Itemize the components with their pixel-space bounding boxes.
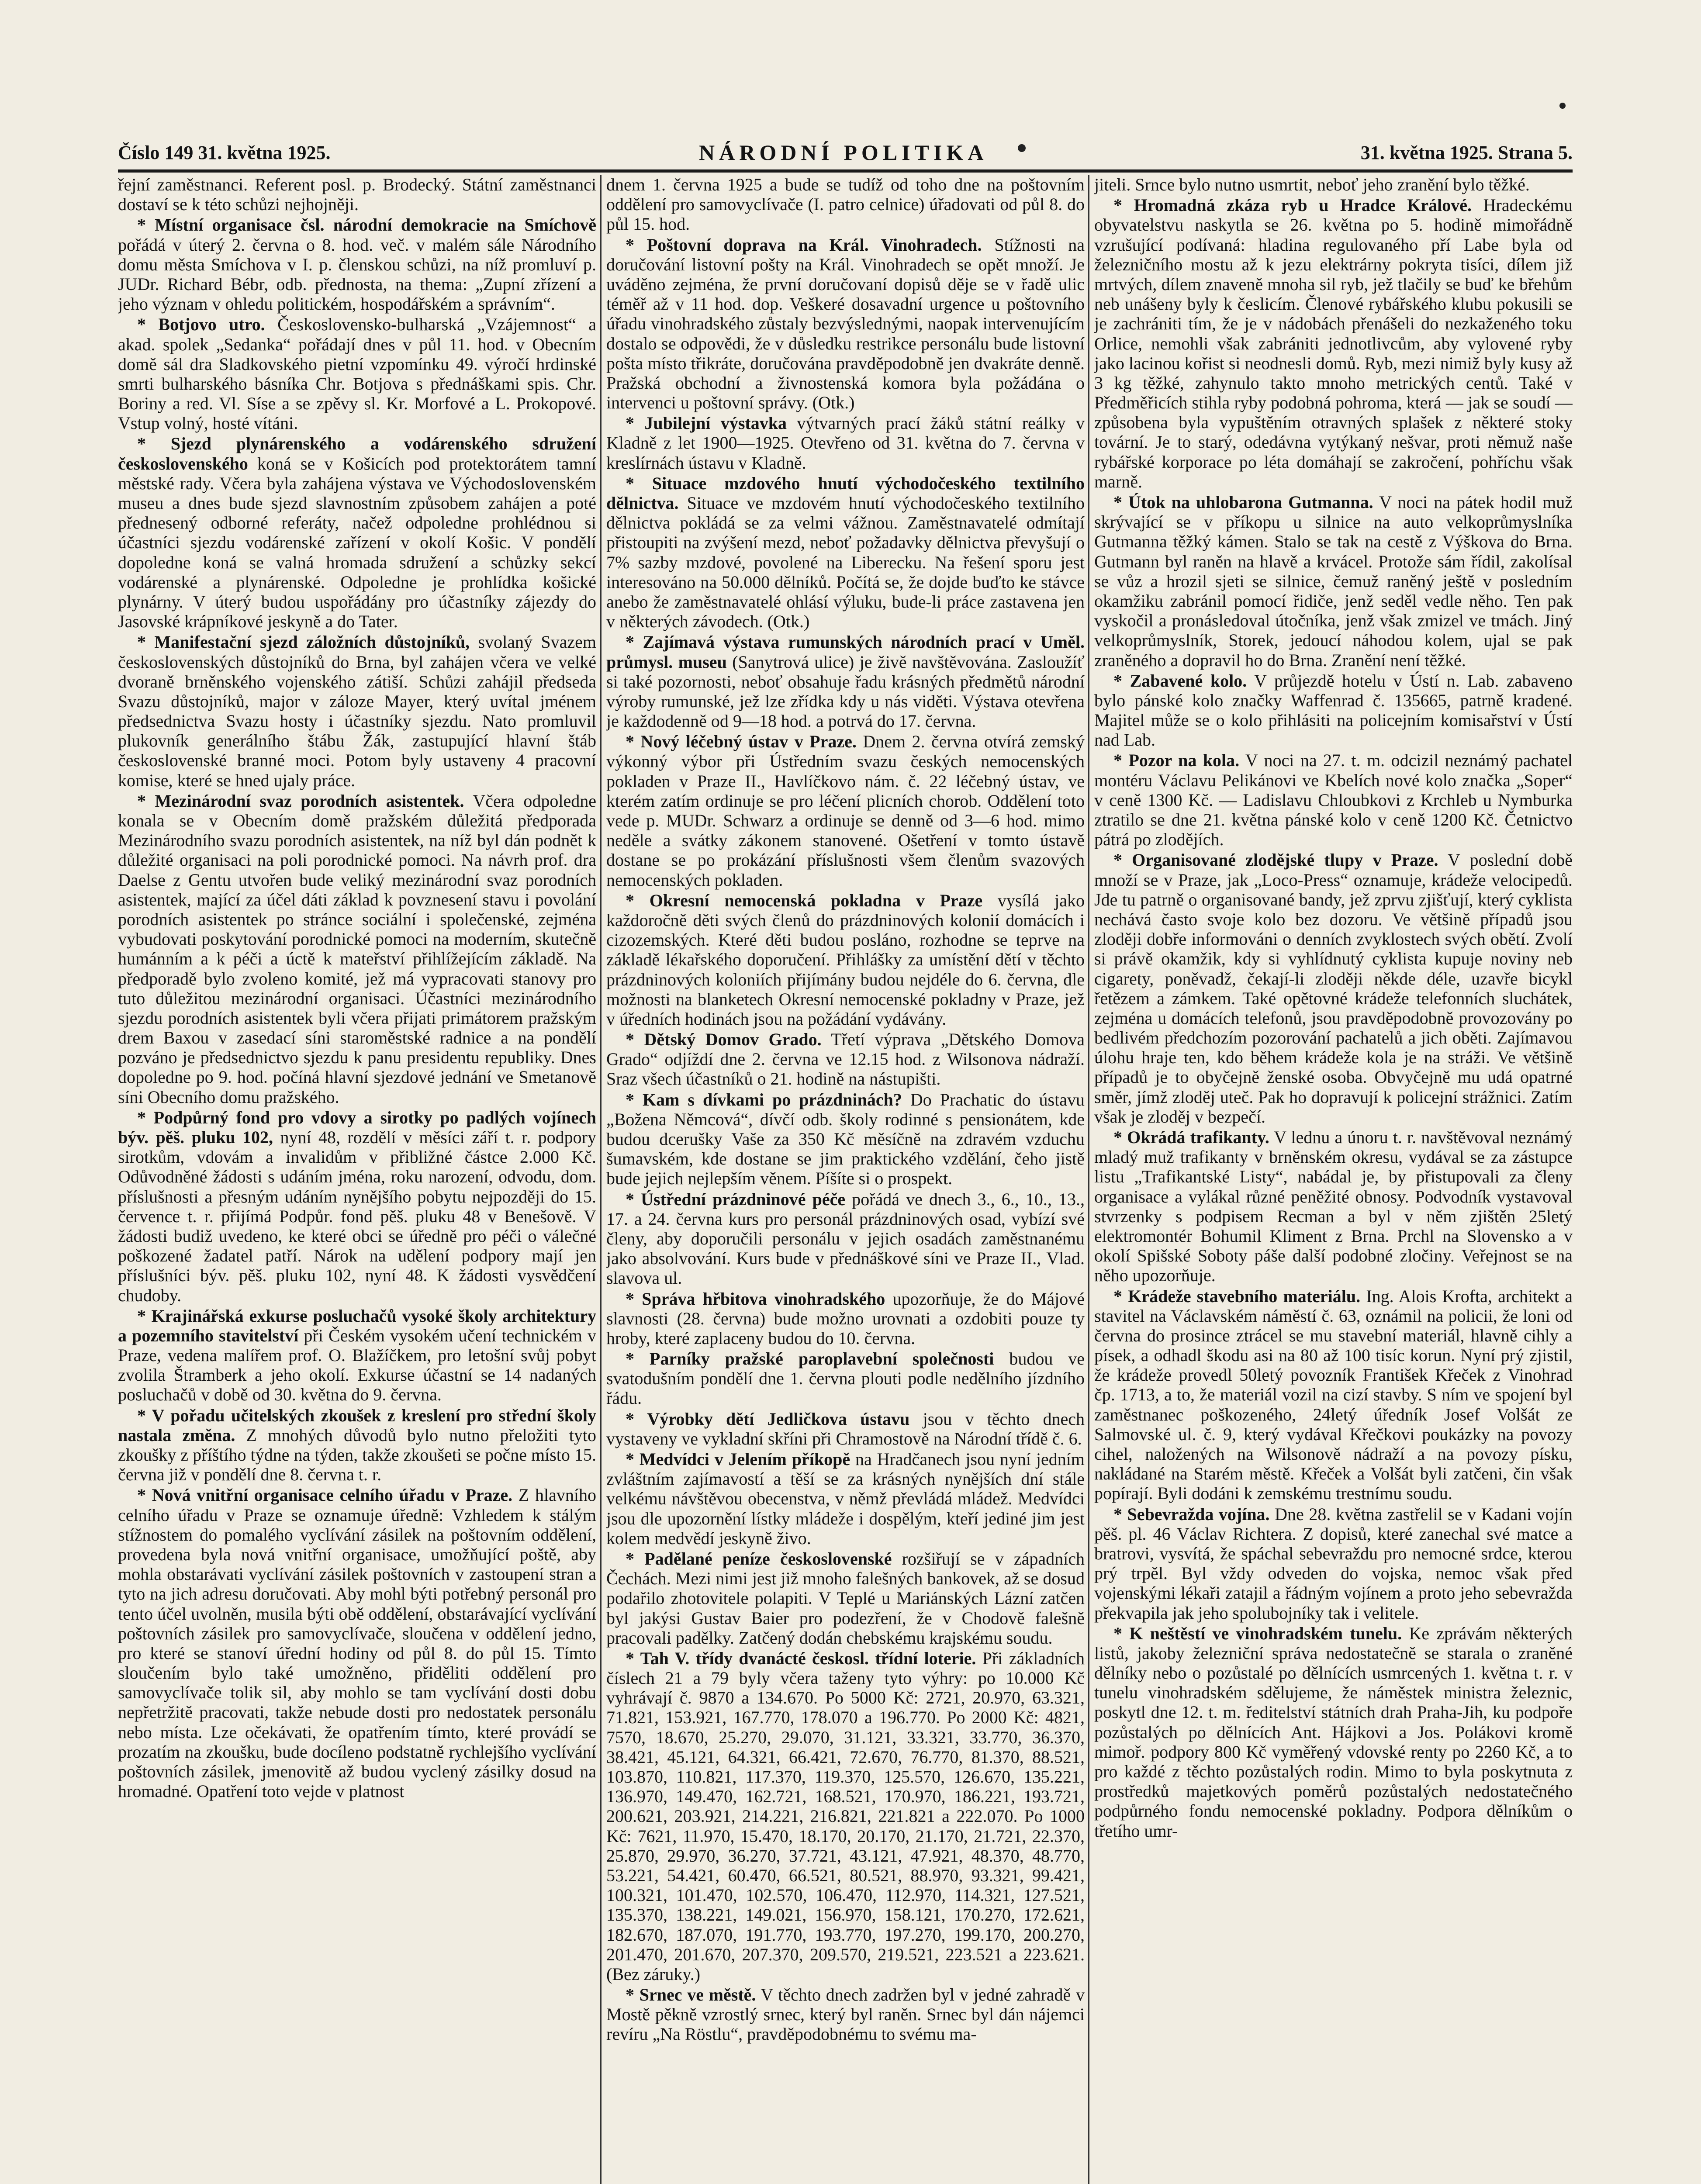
- ink-dot-icon: [1018, 144, 1026, 152]
- column-divider: [600, 175, 602, 2184]
- article-headline: * V pořadu učitelských zkoušek z kreslení pro střední školy nastala změna.: [118, 1405, 596, 1445]
- article-headline: * Sjezd plynárenského a vodárenského sdružení československého: [118, 434, 596, 473]
- article-headline: * Pozor na kola.: [1113, 750, 1240, 771]
- article-headline: * Organisované zlodějské tlupy v Praze.: [1113, 850, 1438, 870]
- article: [606, 235, 1085, 413]
- article-body: V lednu a únoru t. r. navštěvoval neznámý mladý muž trafikanty v brněnském okresu, vydával se za zástupce listu „Trafikantské Listy“, nabádal je, by přistupovali za členy organisace a vylákal různé peněžité obnosy. Podvodník vystavoval stvrzenky s podpisem Recman a byl v něm zjištěn 25letý elektromontér Bohumil Kliment z Brna. Prchl na Slovensko a v okolí Spišské Soboty páše další podobné zločiny. Veřejnost se na něho upozorňuje.: [1094, 1127, 1573, 1286]
- article-body: na Hradčanech jsou nyní jedním zvláštním zajímavostí a těší se za krásných nynějších dní stále velkému návštěvou obecenstva, v němž převládá mládež. Medvídci jsou dle upozornění lístky mládeže i dospělým, kteří jediné jim jest kolem medvědí jeskyně živo.: [606, 1449, 1085, 1548]
- article: [1094, 1504, 1573, 1623]
- article-body: svolaný Svazem československých důstojníků do Brna, byl zahájen včera ve velké dvoraně brněnského vojenského zátiší. Schůzi zahájil předseda Svazu důstojníků, major v záloze Mayer, který uvítal jménem předsednictva Svazu hosty i účastníky sjezdu. Nato promluvil plukovník generálního štábu Žák, zastupující hlavní štáb československé branné moci. Potom byly ustaveny 4 pracovní komise, které se hned ujaly práce.: [118, 632, 596, 790]
- article-headline: * Okrádá trafikanty.: [1113, 1127, 1269, 1147]
- article-body: V noci na 27. t. m. odcizil neznámý pachatel montéru Václavu Pelikánovi ve Kbelích nové kolo značka „Soper“ v ceně 1300 Kč. — Ladislavu Chloubkovi z Krchleb u Nymburka ztratilo se dne 21. května pánské kolo v ceně 1200 Kč. Četnictvo pátrá po zlodějích.: [1094, 750, 1573, 850]
- article: [1094, 1286, 1573, 1503]
- issue-number-date: Číslo 149 31. května 1925.: [118, 142, 331, 163]
- article-body: V noci na pátek hodil muž skrývající se v příkopu u silnice na auto velkoprůmyslníka Gutmanna těžký kámen. Stalo se tak na cestě z Výškova do Brna. Gutmann byl raněn na hlavě a krvácel. Protože sám řídil, zakolísal se vůz a hrozil sjeti se silnice, čemuž raněný ještě v posledním okamžiku zabránil pomocí řidiče, jenž seděl vedle něho. Ten pak vyskočil a pronásledoval útočníka, jenž však zmizel ve tmách. Jiný velkoprůmyslník, Storek, jedoucí náhodou kolem, ujal se pak zraněného a dopravil ho do Brna. Zranění není těžké.: [1094, 492, 1573, 670]
- article: [1094, 1624, 1573, 1841]
- article-body: upozorňuje, že do Májové slavnosti (28. června) bude možno urovnati a ozdobiti pouze ty hroby, které zaplaceny budou do 10. června.: [606, 1289, 1085, 1348]
- article-headline: * Místní organisace čsl. národní demokracie na Smíchově: [137, 215, 596, 235]
- article: [606, 1648, 1085, 1984]
- article: [1094, 1127, 1573, 1286]
- article-headline: * Padělané peníze československé: [626, 1548, 892, 1569]
- article: [1094, 671, 1573, 750]
- text-column-3: [1094, 175, 1573, 2184]
- article: [606, 413, 1085, 473]
- article-body: Ke zprávám některých listů, jakoby železniční správa nedostatečně se starala o zraněné dělníky nebo o pozůstalé po dělnících usmrcených 1. května t. r. v tunelu vinohradském sdělujeme, že náměstek ministra železnic, poskytl dne 12. t. m. ředitelství státních drah Praha-Jih, ku podpoře pozůstalých po dělnících Ant. Hájkovi a Jos. Polákovi kromě mimoř. podpory 800 Kč vyměřený vdovské renty po 2260 Kč, a to pro každé z těchto pozůstalých rodin. Mimo to byla poskytnuta z prostředků majetkových poměrů pozůstalých nedostatečného podpůrného fondu nemocenské pokladny. Podpora dělníkům o třetího umr-: [1094, 1623, 1573, 1841]
- article: [1094, 750, 1573, 849]
- article-body: Při základních číslech 21 a 79 byly včera taženy tyto výhry: po 10.000 Kč vyhrávají č. 9870 a 134.670. Po 5000 Kč: 2721, 20.970, 63.321, 71.821, 153.921, 167.770, 178.070 a 196.770. Po 2000 Kč: 4821, 7570, 18.670, 25.270, 29.070, 31.121, 33.321, 33.770, 36.370, 38.421, 45.121, 64.321, 66.421, 72.670, 76.770, 81.370, 88.521, 103.870, 110.821, 117.370, 119.370, 125.570, 126.670, 135.221, 136.970, 149.470, 162.721, 168.521, 170.970, 186.221, 193.721, 200.621, 203.921, 214.221, 216.821, 221.821 a 222.070. Po 1000 Kč: 7621, 11.970, 15.470, 18.170, 20.170, 21.170, 21.721, 22.370, 25.870, 29.970, 36.270, 37.721, 43.121, 47.921, 48.370, 48.770, 53.221, 54.421, 60.470, 66.521, 80.521, 88.970, 93.321, 99.421, 100.321, 101.470, 102.570, 106.470, 112.970, 114.321, 127.521, 135.370, 138.221, 149.021, 156.970, 158.121, 170.270, 172.621, 182.670, 187.070, 191.770, 193.770, 197.270, 199.170, 200.270, 201.470, 201.670, 207.370, 209.570, 219.521, 223.521 a 223.621. (Bez záruky.): [606, 1648, 1085, 1984]
- article-body: jiteli. Srnce bylo nutno usmrtit, neboť jeho zranění bylo těžké.: [1094, 175, 1530, 194]
- newspaper-title: NÁRODNÍ POLITIKA: [699, 140, 988, 165]
- text-column-2: [606, 175, 1085, 2184]
- article-body: rozšiřují se v západních Čechách. Mezi nimi jest již mnoho falešných bankovek, až se dosud podařilo zhotovitele polapiti. V Teplé u Mariánských Lázní zatčen byl jakýsi Gustav Baier pro podezření, že v Chodově falešně pracovali padělky. Zatčený dodán chebskému krajskému soudu.: [606, 1548, 1085, 1648]
- article-headline: * Sebevražda vojína.: [1113, 1504, 1270, 1524]
- article: [1094, 195, 1573, 491]
- article-headline: * Kam s dívkami po prázdninách?: [626, 1089, 902, 1109]
- article-headline: * Podpůrný fond pro vdovy a sirotky po padlých vojínech býv. pěš. pluku 102,: [118, 1107, 596, 1147]
- article-body: V poslední době množí se v Praze, jak „Loco-Press“ oznamuje, krádeže velocipedů. Jde tu patrně o organisované bandy, jež zprvu zjišťují, který cyklista nechává často svoje kolo bez dozoru. Ve většině případů jsou zloději dobře informováni o denních zvyklostech svých obětí. Zvolí si právě okamžik, kdy si vyhlídnutý cyklista kupuje noviny neb cigarety, poněvadž, čekají-li zloději někde déle, uzavře bicykl řetězem a zámkem. Také opětovné krádeže telefonních sluchátek, zejména u domácích telefonů, jsou pravděpodobně provozovány po bedlivém předchozím pozorování pachatelů a jich oběti. Zajímavou úlohu hraje ten, kdo během krádeže kola je na stráži. Ve většině případů je to obyčejně ženské osoba. Obvyčejně mu udá opatrné směr, jímž zloděj uteč. Pak ho dopravují k policejní strážnici. Zatím však je zloděj v bezpečí.: [1094, 850, 1573, 1127]
- article: [118, 175, 596, 214]
- article: [606, 632, 1085, 731]
- article-headline: * Jubilejní výstavka: [626, 413, 787, 433]
- article-body: Do Prachatic do ústavu „Božena Němcová“, dívčí odb. školy rodinné s pensionátem, kde budou dcerušky Vaše za 350 Kč měsíčně na zdravém vzduchu šumavském, kde dostane se jim praktického vzdělání, čeho jistě bude jejich nejlepším věnem. Píšíte si o prospekt.: [606, 1089, 1085, 1189]
- article-headline: * Správa hřbitova vinohradského: [626, 1289, 885, 1309]
- article-body: nyní 48, rozdělí v měsíci září t. r. podpory sirotkům, vdovám a invalidům v přibližné částce 2.000 Kč. Odůvodněné žádosti s udáním jména, roku narození, odvodu, dom. příslušnosti a přesným udáním nynějšího pobytu nejpozději do 15. července t. r. přijímá Podpůr. fond pěš. pluku 48 v Benešově. V žádosti budiž uvedeno, ke které obci se úředně pro péči o válečné poškozené žadatel patří. Nárok na udělení podpory mají jen příslušníci býv. pěš. pluku 102, nyní 48. K žádosti vysvědčení chudoby.: [118, 1127, 596, 1305]
- article: [1094, 175, 1573, 194]
- article-headline: * Nový léčebný ústav v Praze.: [626, 732, 857, 752]
- article-headline: * Útok na uhlobarona Gutmanna.: [1113, 492, 1373, 512]
- article-headline: * Výrobky dětí Jedličkova ústavu: [626, 1409, 910, 1429]
- article: [606, 1090, 1085, 1189]
- article-body: jsou v těchto dnech vystaveny ve vykladní skříni při Chramostově na Národní třídě č. 6.: [606, 1409, 1085, 1448]
- article-headline: * Medvídci v Jelením příkopě: [626, 1449, 850, 1469]
- article: [606, 732, 1085, 890]
- article: [606, 1449, 1085, 1548]
- article-headline: * Nová vnitřní organisace celního úřadu v Praze.: [137, 1485, 513, 1505]
- article: [606, 473, 1085, 632]
- article-headline: * Krádeže stavebního materiálu.: [1113, 1286, 1361, 1306]
- column-divider: [1088, 175, 1089, 2184]
- article-headline: * Botjovo utro.: [137, 314, 265, 335]
- article-body: Stížnosti na doručování listovní pošty na Král. Vinohradech se opět množí. Je uváděno zejména, že první doručovaní dopisů děje se v řadě ulic téměř až v 11 hod. dop. Veškeré dosavadní urgence u poštovního úřadu vinohradského zůstaly bezvýslednými, naopak intervenujícím dostalo se odpovědi, že v důsledku restrikce personálu bude listovní pošta místo třikráte, doručována pravděpodobně jen dvakráte denně. Pražská obchodní a živnostenská komora byla požádána o intervenci u poštovní správy. (Otk.): [606, 235, 1085, 413]
- article: [118, 632, 596, 790]
- article: [606, 175, 1085, 234]
- date-page-number: 31. května 1925. Strana 5.: [1360, 142, 1573, 163]
- article-body: budou ve svatodušním pondělí dne 1. června plouti podle nedělního jízdního řádu.: [606, 1349, 1085, 1408]
- article-headline: * Tah V. třídy dvanácté českosl. třídní loterie.: [626, 1648, 976, 1668]
- article: [118, 215, 596, 314]
- article-body: (Sanytrová ulice) je živě navštěvována. Zasloužíť si také pozornosti, neboť obsahuje řadu krásných předmětů národní výroby rumunské, jež lze zřídka kdy u nás viděti. Výstava otevřena je každodenně od 9—18 hod. a potrvá do 17. června.: [606, 652, 1085, 731]
- article-body: Třetí výprava „Dětského Domova Grado“ odjíždí dne 2. června ve 12.15 hod. z Wilsonova nádraží. Sraz všech účastníků o 21. hodině na nástupišti.: [606, 1030, 1085, 1089]
- article-body: dnem 1. června 1925 a bude se tudíž od toho dne na poštovním oddělení pro samovyclívače (I. patro celnice) úřadovati od půl 8. do půl 15. hod.: [606, 175, 1085, 234]
- article: [606, 1289, 1085, 1348]
- article: [606, 891, 1085, 1029]
- article-headline: * Parníky pražské paroplavební společnosti: [626, 1349, 994, 1369]
- article: [118, 434, 596, 631]
- article: [118, 1406, 596, 1485]
- article-body: V těchto dnech zadržen byl v jedné zahradě v Mostě pěkně vzrostlý srnec, který byl raněn. Srnec byl dán nájemci revíru „Na Röstlu“, pravděpodobnému to svému ma-: [606, 1985, 1085, 2044]
- article-body: Situace ve mzdovém hnutí východočeského textilního dělnictva pokládá se za velmi vážnou. Zaměstnavatelé odmítají přistoupiti na zvýšení mezd, neboť požadavky dělnictva převyšují o 7% sazby mzdové, povolené na Liberecku. Na řešení sporu jest interesováno na 50.000 dělníků. Počítá se, že dojde buďto ke stávce anebo že zaměstnavatelé ohlásí výluku, bude-li práce zastavena jen v některých závodech. (Otk.): [606, 493, 1085, 632]
- article-headline: * K neštěstí ve vinohradském tunelu.: [1113, 1623, 1402, 1643]
- article-headline: * Zajímavá výstava rumunských národních prací v Uměl. průmysl. museu: [606, 632, 1085, 672]
- article-body: Z hlavního celního úřadu v Praze se oznamuje úředně: Vzhledem k stálým stížnostem do pomalého vyclívání zásilek na poštovním oddělení, provedena byla nová vnitřní organisace, umožňující poště, aby mohla obstarávati vyclívání zásilek poštovních v zastoupení stran a tyto na jich adresu doručovati. Aby mohl býti potřebný personál pro tento účel uvolněn, musila býti obě oddělení, obstarávající vyclívání poštovních zásilek pro samovyclívače, sloučena v oddělení jedno, pro které se stanoví úřední hodiny od půl 8. do půl 15. Tímto sloučením bylo také umožněno, přiděliti oddělení pro samovyclívače tolik sil, aby mohlo se tam vyclívání dosti dobu nepřetržitě pracovati, takže nebude dosti pro nedostatek personálu nebo místa. Lze očekávati, že opatřením tímto, které provádí se prozatím na zkoušku, bude docíleno podstatně rychlejšího vyclívání poštovních zásilek, jmenovitě až budou vyclený zásilky dosud na hromadné. Opatření toto vejde v platnost: [118, 1485, 596, 1801]
- article: [118, 314, 596, 433]
- page-header: [118, 139, 1573, 173]
- article: [606, 1409, 1085, 1448]
- article: [1094, 492, 1573, 670]
- article-body: při Českém vysokém učení technickém v Praze, vedena malířem prof. O. Blažíčkem, pro letošní svůj pobyt zvolila Štramberk a jeho okolí. Exkurse účastní se 14 nadaných posluchačů v době od 30. května do 9. června.: [118, 1325, 596, 1405]
- article: [606, 1189, 1085, 1288]
- article: [606, 1985, 1085, 2044]
- text-column-1: [118, 175, 596, 2184]
- article: [118, 1108, 596, 1305]
- article: [118, 1485, 596, 1801]
- article-headline: * Krajinářská exkurse posluchačů vysoké školy architektury a pozemního stavitelství: [118, 1306, 596, 1345]
- article-headline: * Manifestační sjezd záložních důstojníků,: [137, 632, 470, 652]
- article-body: výtvarných prací žáků státní reálky v Kladně z let 1900—1925. Otevřeno od 31. května do 7. června v kreslírnách ústavu v Kladně.: [606, 413, 1085, 473]
- article-headline: * Ústřední prázdninové péče: [626, 1189, 846, 1209]
- article-body: koná se v Košicích pod protektorátem tamní městské rady. Včera byla zahájena výstava ve Východoslovenském museu a dnes bude sjezd slavnostním způsobem zahájen a poté přednesený odborné referáty, načež odpoledne prohlédnou si účastníci sjezdu vodárenské zařízení v okolí Košic. V pondělí dopoledne koná se valná hromada sdružení a schůzky sekcí vodárenské a plynárenské. Odpoledne je prohlídka košické plynárny. V úterý budou uspořádány pro účastníky zájezdy do Jasovské krápníkové jeskyně a do Tater.: [118, 453, 596, 632]
- article-body: Dnem 2. června otvírá zemský výkonný výbor při Ústředním svazu českých nemocenských pokladen v Praze II., Havlíčkovo nám. č. 22 léčebný ústav, ve kterém zatím ordinuje se pro léčení plicních chorob. Oddělení toto vede p. MUDr. Schwarz a ordinuje se denně od 3—6 hod. mimo neděle a svátky zákonem stanovené. Ošetření v tomto ústavě dostane se po prokázání příslušnosti všem členům svazových nemocenských pokladen.: [606, 732, 1085, 890]
- article-body: pořádá v úterý 2. června o 8. hod. več. v malém sále Národního domu města Smíchova v I. p. členskou schůzi, na níž promluví p. JUDr. Richard Bébr, odb. přednosta, na thema: „Zupní zřízení a jeho význam v ohledu politickém, hospodářském a správním“.: [118, 235, 596, 314]
- article-body: vysílá jako každoročně děti svých členů do prázdninových kolonií domácích i cizozemských. Které děti budou posláno, rozhodne se teprve na základě lékařského doporučení. Přihlášky za umístění dětí v těchto prázdninových koloniích přijímány budou nejdéle do 6. června, dle možnosti na blanketech Okresní nemocenské pokladny v Praze, jež v úředních hodinách jsou na požádání vydávány.: [606, 890, 1085, 1029]
- article-body: Z mnohých důvodů bylo nutno přeložiti tyto zkoušky z příštího týdne na týden, takže zkoušeti se počne místo 15. června již v pondělí dne 8. června t. r.: [118, 1425, 596, 1485]
- article-body: Ing. Alois Krofta, architekt a stavitel na Václavském náměstí č. 63, oznámil na policii, že loni od června do prosince ztrácel se mu stavební materiál, hlavně cihly a písek, a odhadl škodu asi na 80 až 100 tisíc korun. Nyní prý zjistil, že krádeže provedl 50letý povozník František Křeček z Vinohrad čp. 1713, a to, že materiál vozil na cizí stavby. S ním ve spojení byl zaměstnanec poškozeného, 24letý úředník Josef Volšát ze Salmovské ul. č. 9, který vydával Křečkovi poukázky na povozy cihel, naložených na Wilsonově nádraží a na povozy písku, nakládané na Starém městě. Křeček a Volšát byli zatčeni, čin však popírají. Byli dodáni k zemskému trestnímu soudu.: [1094, 1286, 1573, 1503]
- article-headline: * Mezinárodní svaz porodních asistentek.: [137, 791, 464, 811]
- article-body: řejní zaměstnanci. Referent posl. p. Brodecký. Státní zaměstnanci dostaví se k této schůzi nejhojněji.: [118, 175, 596, 214]
- article: [118, 791, 596, 1107]
- article-body: V průjezdě hotelu v Ústí n. Lab. zabaveno bylo pánské kolo značky Waffenrad č. 135665, patrně kradené. Majitel může se o kolo přihlásiti na policejním komisařství v Ústí nad Lab.: [1094, 670, 1573, 750]
- article: [606, 1030, 1085, 1089]
- article-headline: * Dětský Domov Grado.: [626, 1030, 822, 1050]
- article-headline: * Okresní nemocenská pokladna v Praze: [626, 890, 983, 910]
- ink-dot-icon: [1559, 103, 1566, 109]
- article-headline: * Poštovní doprava na Král. Vinohradech.: [626, 235, 982, 255]
- article-body: Hradeckému obyvatelstvu naskytla se 26. května po 5. hodině mimořádně vzrušující podívaná: hladina regulovaného pří Labe byla od železničního mostu až k jezu elektrárny pokryta tisíci, dílem již mrtvých, dílem znaveně mnoha sil ryb, jež tlačily se buď ke břehům neb unášeny byly k česlicím. Členové rybářského klubu pokusili se je zachrániti tím, že je v nádobách přenášeli do nezkaženého toku Orlice, nemohli však zabrániti jednotlivcům, aby vylovené ryby jako lacinou kořist si neodnesli domů. Ryb, mezi nimiž byly kusy až 3 kg těžké, zahynulo takto mnoho metrických centů. Také v Předměřicích stihla ryby podobná pohroma, která — jak se soudí — způsobena byla vypuštěním otravných splašek z některé stoky tovární. Je to starý, odedávna vytýkaný nešvar, proti němuž naše rybářské korporace po léta domáhají se zakročení, pohříchu však marně.: [1094, 195, 1573, 491]
- article-headline: * Zabavené kolo.: [1113, 670, 1247, 691]
- article-headline: * Srnec ve městě.: [626, 1985, 756, 2005]
- article: [606, 1549, 1085, 1648]
- article-body: Československo-bulharská „Vzájemnost“ a akad. spolek „Sedanka“ pořádají dnes v půl 11. hod. v Obecním domě sál dra Sladkovského pietní vzpomínku 49. výročí hrdinské smrti bulharského básníka Chr. Botjova s přednáškami spis. Chr. Boriny a red. Vl. Sísе a se zpěvy sl. Kr. Morfové a L. Prokopové. Vstup volný, hosté vítáni.: [118, 314, 596, 433]
- article-headline: * Situace mzdového hnutí východočeského textilního dělnictva.: [606, 473, 1085, 513]
- article: [1094, 850, 1573, 1127]
- article-body: pořádá ve dnech 3., 6., 10., 13., 17. a 24. června kurs pro personál prázdninových osad, vybízí své členy, aby doporučili personálu v jejich osadách zaměstnanému jako absolvování. Kurs bude v přednáškové síni ve Praze II., Vlad. slavova ul.: [606, 1189, 1085, 1288]
- article: [606, 1349, 1085, 1408]
- article-body: Dne 28. května zastřelil se v Kadani vojín pěš. pl. 46 Václav Richtera. Z dopisů, které zanechal své matce a bratrovi, vysvítá, že spáchal sebevraždu pro nemocné srdce, kterou prý trpěl. Byl vždy odveden do vojska, nemoc však před vojenskými lékaři zatajil a řádným vojínem a proto jeho sebevražda překvapila jak jeho spolubojníky tak i velitele.: [1094, 1504, 1573, 1623]
- article-body: Včera odpoledne konala se v Obecním domě pražském důležitá předporada Mezinárodního svazu porodních asistentek, na níž byl dán podnět k důležité organisaci na poli porodnické pomoci. Na návrh prof. dra Daelse z Gentu utvořen bude veliký mezinárodní svaz porodních asistentek, mající za účel dáti základ k povznesení stavu i povolání porodních asistentek po stránce sociální i společenské, zejména vybudovati poskytování porodnické pomoci na moderním, skutečně humánním a k péči a úctě k mateřství přihlížejícím základě. Na předporadě bylo zvoleno komité, jež má vypracovati stanovy pro tuto důležitou mezinárodní organisaci. Účastníci mezinárodního sjezdu porodních asistentek byli včera přijati primátorem pražským drem Baxou v zasedací síni staroměstské radnice a na pondělí pozváno je předsednictvo sjezdu k panu presidentu republiky. Dnes dopoledne po 9. hod. počíná hlavní sjezdové jednání ve Smetanově síni Obecního domu pražského.: [118, 791, 596, 1107]
- article: [118, 1306, 596, 1405]
- article-headline: * Hromadná zkáza ryb u Hradce Králové.: [1113, 195, 1472, 215]
